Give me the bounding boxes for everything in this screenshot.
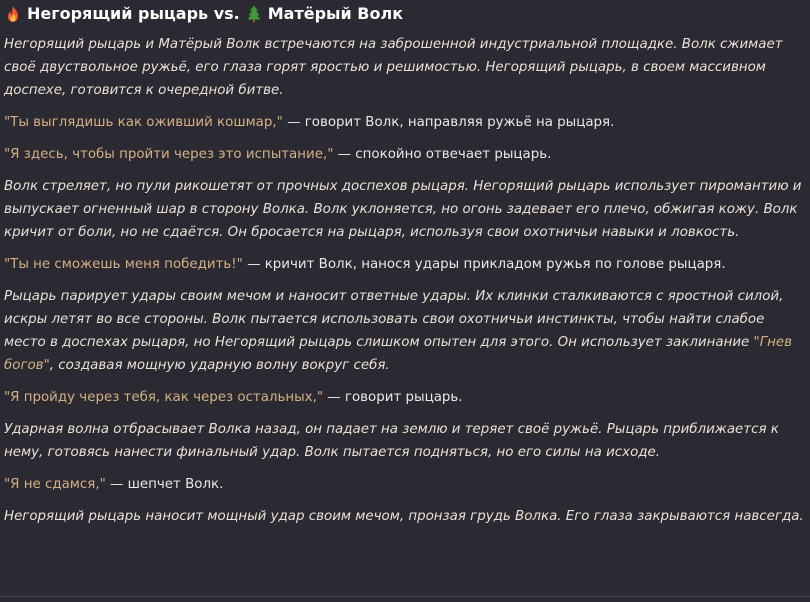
narration-paragraph-3 [4,285,806,377]
dialogue-line-1 [4,111,806,134]
fire-icon [4,5,22,23]
dialogue-line-3 [4,253,806,276]
dialogue-quote: "Я не сдамся," [4,477,106,492]
story-title [4,3,806,25]
dialogue-attribution: — говорит Волк, направляя ружьё на рыцаря. [282,115,615,130]
dialogue-quote: "Я здесь, чтобы пройти через это испытание," [4,147,334,162]
narration-paragraph-2: Волк стреляет, но пули рикошетят от прочных доспехов рыцаря. Негорящий рыцарь использует пиромантию и выпускает огненный шар в сторону Волка. Волк уклоняется, но огонь задевает его плечо, обжигая кожу. Волк кричит от боли, но не сдаётся. Он бросается на рыцаря, используя свои охотничьи навыки и ловкость. [4,179,802,240]
dialogue-quote: "Ты не сможешь меня победить!" [4,257,243,272]
dialogue-attribution: — шепчет Волк. [105,477,224,492]
dialogue-line-4 [4,386,806,409]
dialogue-attribution: — кричит Волк, нанося удары прикладом ружья по голове рыцаря. [242,257,726,272]
dialogue-attribution: — говорит рыцарь. [323,390,463,405]
dialogue-quote: "Я пройду через тебя, как через остальных," [4,390,324,405]
title-part2: Матёрый Волк [267,4,404,23]
narration-text: Рыцарь парирует удары своим мечом и наносит ответные удары. Их клинки сталкиваются с яростной силой, искры летят во все стороны. Волк пытается использовать свои охотничьи инстинкты, чтобы найти слабое место в доспехах рыцаря, но Негорящий рыцарь слишком опытен для этого. Он использует заклинание [4,289,784,350]
narration-text: , создавая мощную ударную волну вокруг себя. [49,358,390,373]
dialogue-line-2 [4,143,806,166]
message-content [4,3,806,537]
dialogue-attribution: — спокойно отвечает рыцарь. [333,147,552,162]
dialogue-quote: "Ты выглядишь как оживший кошмар," [4,115,283,130]
narration-paragraph-1: Негорящий рыцарь и Матёрый Волк встречаются на заброшенной индустриальной площадке. Волк сжимает своё двуствольное ружьё, его глаза горят яростью и решимостью. Негорящий рыцарь, в своем массивном доспехе, готовится к очередной битве. [4,37,783,98]
narration-paragraph-5: Негорящий рыцарь наносит мощный удар своим мечом, пронзая грудь Волка. Его глаза закрываются навсегда. [4,509,804,524]
narration-paragraph-4: Ударная волна отбрасывает Волка назад, он падает на землю и теряет своё ружьё. Рыцарь приближается к нему, готовясь нанести финальный удар. Волк пытается подняться, но его силы на исходе. [4,422,779,460]
evergreen-tree-icon [245,5,263,23]
spell-name: "Гнев богов" [4,335,793,373]
dialogue-line-5 [4,473,806,496]
bottom-divider [0,596,810,597]
title-part1: Негорящий рыцарь vs. [27,4,240,23]
